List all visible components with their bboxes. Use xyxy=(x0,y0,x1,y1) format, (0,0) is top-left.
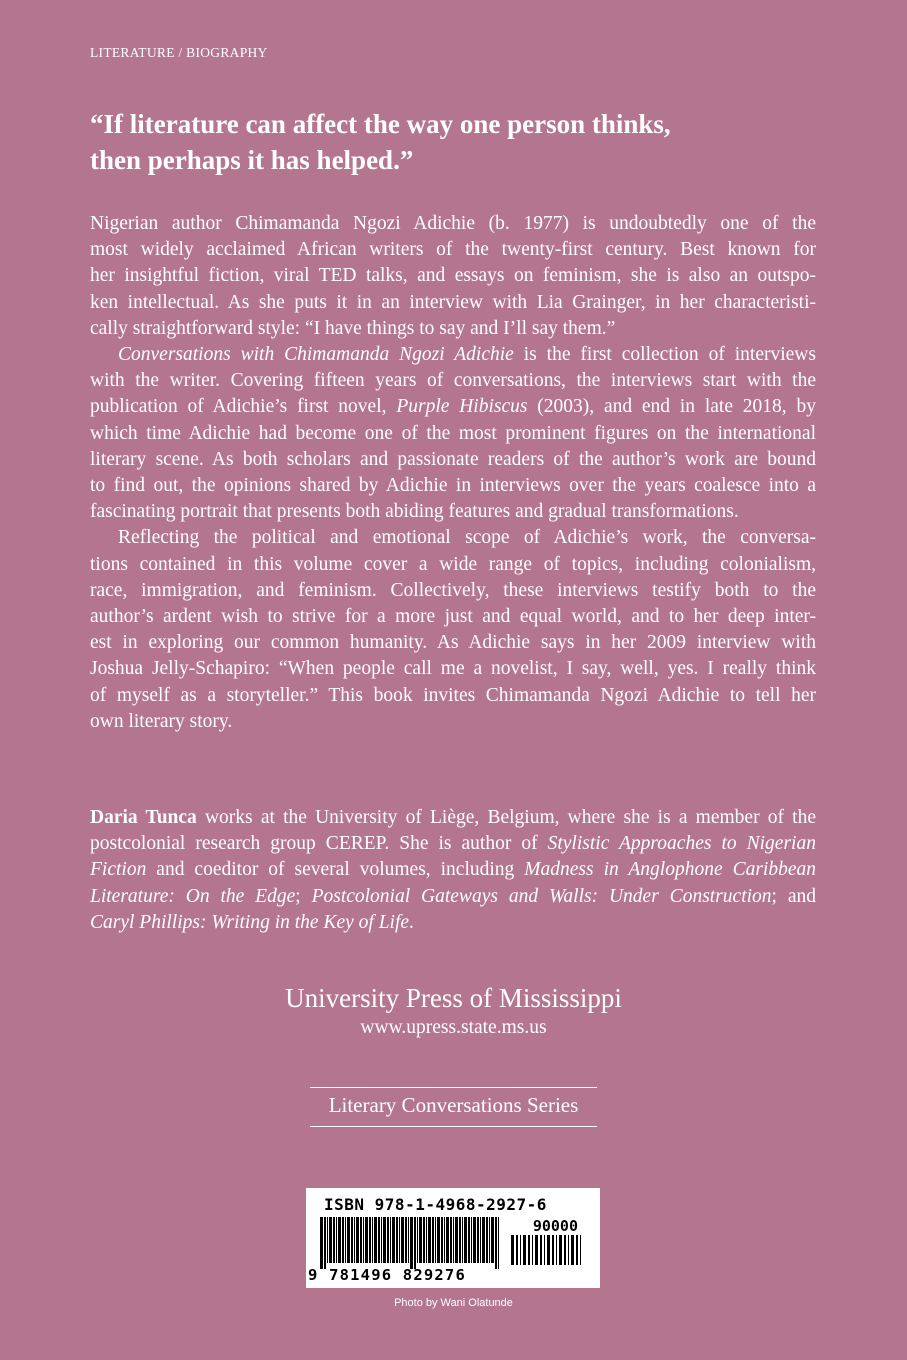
barcode-bar xyxy=(540,1235,542,1265)
series-rule-bottom xyxy=(310,1126,597,1127)
barcode-bar xyxy=(327,1217,328,1263)
author-name: Daria Tunca xyxy=(90,807,197,828)
barcode-bar xyxy=(471,1217,472,1263)
barcode-bar xyxy=(383,1217,386,1263)
barcode-bar xyxy=(441,1217,443,1263)
description xyxy=(90,211,816,735)
barcode-bar xyxy=(435,1217,436,1263)
barcode-bar xyxy=(329,1217,332,1263)
desc-p3-line: Reflecting the political and emotional scope of Adichie’s work, the conversa- xyxy=(118,527,816,549)
barcode-bar xyxy=(428,1217,431,1263)
barcode-bar xyxy=(528,1235,530,1265)
barcode-bar xyxy=(453,1217,454,1263)
publisher-url: www.upress.state.ms.us xyxy=(360,1017,547,1038)
barcode-bar xyxy=(450,1217,452,1263)
pull-quote-line-1: “If literature can affect the way one person thinks, xyxy=(90,109,671,139)
barcode-bar xyxy=(547,1235,550,1265)
barcode-bar xyxy=(535,1235,538,1265)
barcode-bar xyxy=(390,1217,391,1263)
barcode-bar xyxy=(568,1235,569,1265)
barcode-bar xyxy=(342,1217,344,1263)
desc-p2-line: with the writer. Covering fifteen years of conversations, the interviews start with the xyxy=(90,370,816,392)
barcode-bar xyxy=(405,1217,407,1263)
desc-p1-line: most widely acclaimed African writers of the twenty-first century. Best known for xyxy=(90,239,816,261)
barcode-bar xyxy=(363,1217,364,1263)
barcode-bar xyxy=(559,1235,562,1265)
barcode-bar xyxy=(516,1235,518,1265)
series-rule-top xyxy=(310,1087,597,1088)
bio-line: Literature: On the Edge; Postcolonial Gateways and Walls: Under Construction; and xyxy=(90,885,816,907)
barcode-bar xyxy=(455,1217,458,1263)
barcode-bar xyxy=(556,1235,557,1265)
barcode-bar xyxy=(372,1217,373,1263)
barcode-bar xyxy=(446,1217,449,1263)
barcode-bar xyxy=(381,1217,382,1263)
desc-p1-line: Nigerian author Chimamanda Ngozi Adichie (b. 1977) is undoubtedly one of the xyxy=(90,213,816,234)
isbn-label: ISBN 978-1-4968-2927-6 xyxy=(324,1195,547,1214)
pull-quote xyxy=(90,106,810,178)
barcode-bar xyxy=(468,1217,470,1263)
isbn-digits: 9 781496 829276 xyxy=(308,1266,466,1284)
barcode-bar xyxy=(523,1235,526,1265)
ean-barcode-bars xyxy=(320,1217,504,1269)
barcode-bar xyxy=(580,1235,581,1265)
barcode xyxy=(306,1188,600,1288)
desc-p1-line: ken intellectual. As she puts it in an interview with Lia Grainger, in her characteristi- xyxy=(90,291,816,313)
barcode-bar xyxy=(336,1217,337,1263)
barcode-bar xyxy=(417,1217,418,1263)
barcode-bar xyxy=(444,1217,445,1263)
desc-p2-line: fascinating portrait that presents both abiding features and gradual transformations. xyxy=(90,501,739,523)
barcode-bar xyxy=(498,1217,499,1269)
barcode-bar xyxy=(387,1217,389,1263)
desc-p1-line: cally straightforward style: “I have things to say and I’ll say them.” xyxy=(90,317,616,339)
desc-p2-line: Conversations with Chimamanda Ngozi Adichie is the first collection of interviews xyxy=(118,344,816,366)
bio-line: Caryl Phillips: Writing in the Key of Life. xyxy=(90,911,414,933)
addon-barcode-bars xyxy=(511,1235,583,1275)
barcode-bar xyxy=(365,1217,368,1263)
barcode-bar xyxy=(489,1217,490,1263)
barcode-bar xyxy=(392,1217,395,1263)
barcode-bar xyxy=(360,1217,362,1263)
barcode-bar xyxy=(401,1217,404,1263)
desc-p2-line: to find out, the opinions shared by Adichie in interviews over the years coalesce into a xyxy=(90,475,816,497)
novel-title: Purple Hibiscus xyxy=(396,396,528,418)
bio-line: Daria Tunca works at the University of Liège, Belgium, where she is a member of the xyxy=(90,807,816,828)
barcode-bar xyxy=(369,1217,371,1263)
barcode-bar xyxy=(410,1217,413,1269)
barcode-bar xyxy=(432,1217,434,1263)
barcode-bar xyxy=(437,1217,440,1263)
barcode-bar xyxy=(374,1217,377,1263)
desc-p3-line: own literary story. xyxy=(90,710,233,732)
barcode-bar xyxy=(338,1217,341,1263)
barcode-bar xyxy=(576,1235,578,1265)
desc-p3-line: tions contained in this volume cover a wide range of topics, including colonialism, xyxy=(90,553,816,575)
publisher-name: University Press of Mississippi xyxy=(285,983,622,1013)
barcode-bar xyxy=(477,1217,479,1263)
barcode-bar xyxy=(552,1235,554,1265)
barcode-bar xyxy=(459,1217,461,1263)
barcode-bar xyxy=(408,1217,409,1263)
desc-p3-line: race, immigration, and feminism. Collectively, these interviews testify both to the xyxy=(90,579,816,601)
barcode-bar xyxy=(462,1217,463,1263)
barcode-bar xyxy=(320,1217,323,1269)
barcode-bar xyxy=(396,1217,398,1263)
barcode-bar xyxy=(345,1217,346,1263)
barcode-bar xyxy=(354,1217,355,1263)
barcode-bar xyxy=(333,1217,335,1263)
desc-p3-line: author’s ardent wish to strive for a more just and equal world, and to her deep inter- xyxy=(90,606,816,628)
photo-credit: Photo by Wani Olatunde xyxy=(394,1297,513,1309)
barcode-bar xyxy=(324,1217,326,1269)
barcode-bar xyxy=(480,1217,481,1263)
author-bio xyxy=(90,805,816,936)
barcode-bar xyxy=(495,1217,497,1269)
desc-p3-line: of myself as a storyteller.” This book invites Chimamanda Ngozi Adichie to tell her xyxy=(90,684,816,706)
book-title: Conversations with Chimamanda Ngozi Adichie xyxy=(118,344,514,366)
desc-p1-line: her insightful fiction, viral TED talks, and essays on feminism, she is also an outspo- xyxy=(90,265,816,287)
barcode-bar xyxy=(486,1217,488,1263)
category-label: LITERATURE / BIOGRAPHY xyxy=(90,45,268,60)
bio-line: postcolonial research group CEREP. She is author of Stylistic Approaches to Nigerian xyxy=(90,833,816,855)
desc-p2-line: which time Adichie had become one of the most prominent figures on the international xyxy=(90,422,816,444)
series-name: Literary Conversations Series xyxy=(328,1093,579,1117)
pull-quote-line-2: then perhaps it has helped.” xyxy=(90,145,414,175)
barcode-bar xyxy=(464,1217,467,1263)
desc-p3-line: est in exploring our common humanity. As Adichie says in her 2009 interview with xyxy=(90,632,816,654)
desc-p2-line: publication of Adichie’s first novel, Purple Hibiscus (2003), and end in late 2018, by xyxy=(90,396,816,418)
bio-line: Fiction and coeditor of several volumes, including Madness in Anglophone Caribbean xyxy=(90,859,816,881)
desc-p3-line: Joshua Jelly-Schapiro: “When people call me a novelist, I say, well, yes. I really think xyxy=(90,658,816,680)
barcode-bar xyxy=(520,1235,521,1265)
barcode-bar xyxy=(419,1217,422,1263)
barcode-bar xyxy=(511,1235,514,1265)
barcode-bar xyxy=(532,1235,533,1265)
barcode-bar xyxy=(399,1217,400,1263)
barcode-bar xyxy=(426,1217,427,1263)
barcode-bar xyxy=(347,1217,350,1263)
barcode-bar xyxy=(564,1235,566,1265)
barcode-bar xyxy=(544,1235,545,1265)
barcode-bar xyxy=(482,1217,485,1263)
barcode-bar xyxy=(378,1217,380,1263)
barcode-bar xyxy=(571,1235,574,1265)
barcode-bar xyxy=(351,1217,353,1263)
barcode-bar xyxy=(414,1217,416,1269)
barcode-bar xyxy=(491,1217,494,1263)
desc-p2-line: literary scene. As both scholars and passionate readers of the author’s work are bound xyxy=(90,448,816,470)
barcode-bar xyxy=(423,1217,425,1263)
price-code: 90000 xyxy=(532,1217,578,1235)
barcode-bar xyxy=(473,1217,476,1263)
barcode-bar xyxy=(356,1217,359,1263)
